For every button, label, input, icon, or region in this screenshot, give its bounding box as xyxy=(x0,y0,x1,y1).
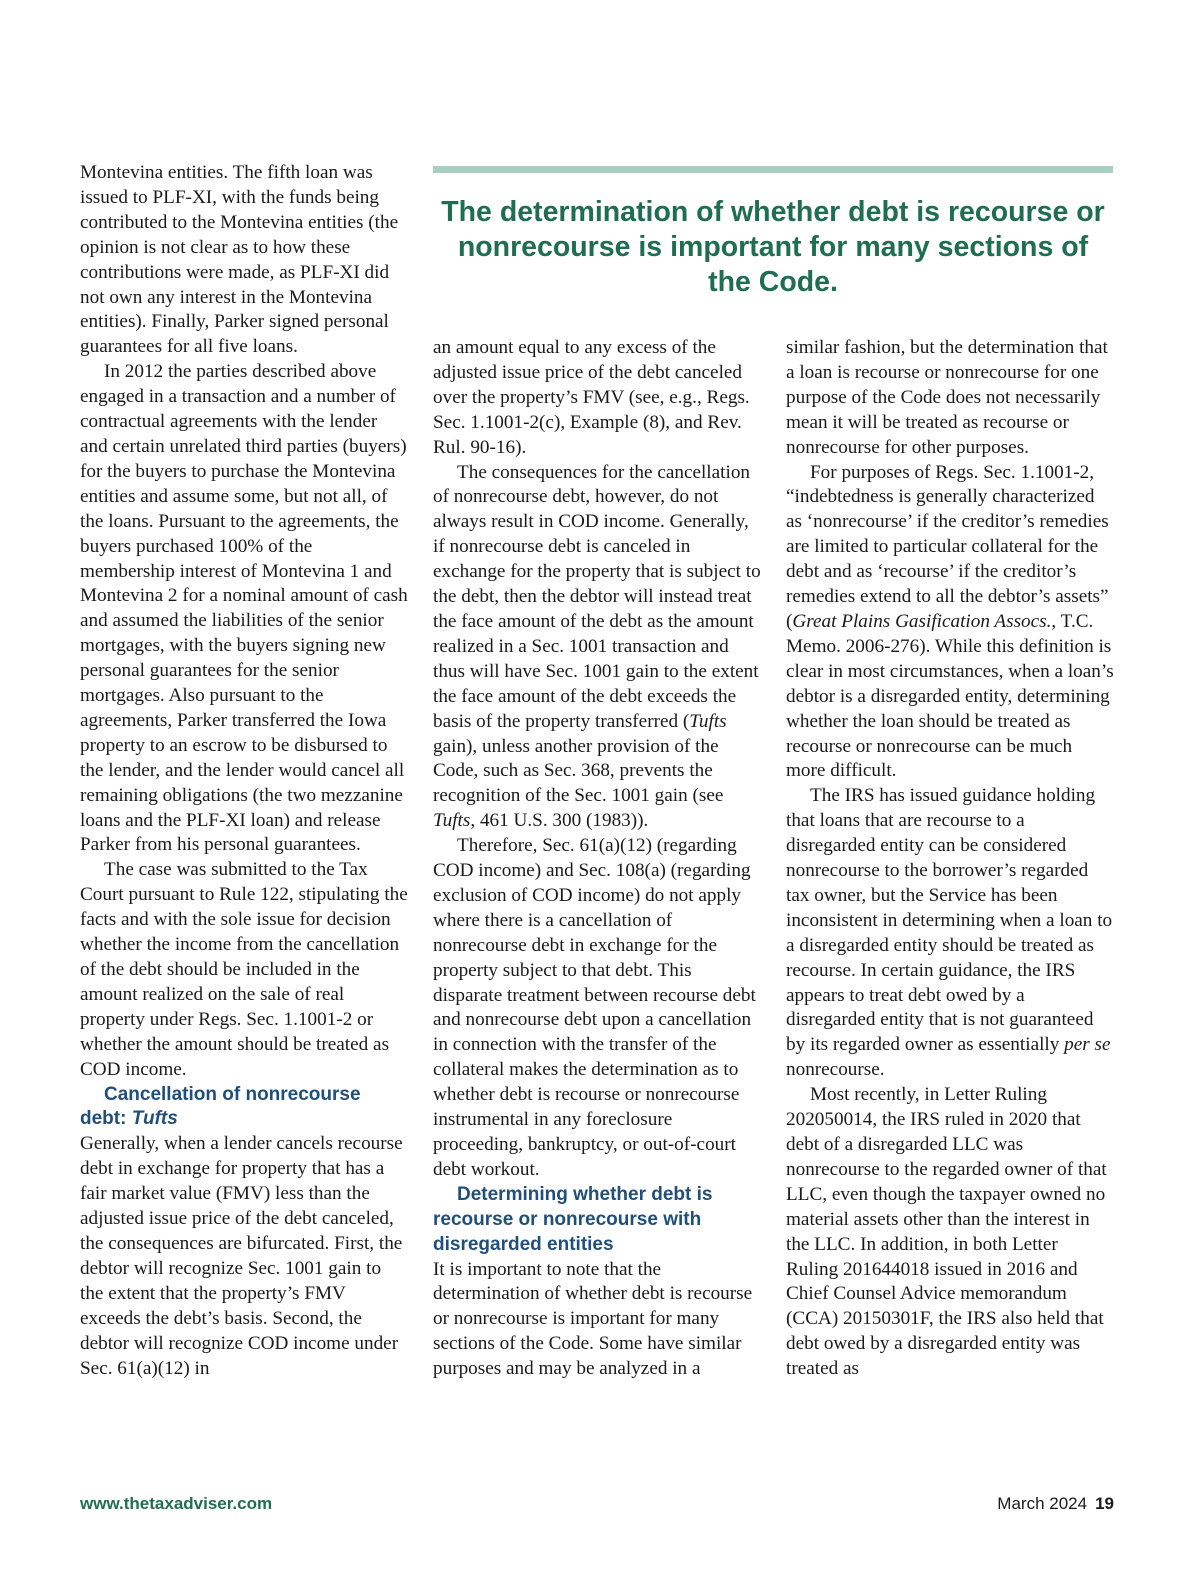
heading-text: Cancellation of nonrecourse debt: xyxy=(80,1083,361,1130)
footer-date-page xyxy=(997,1494,1114,1514)
paragraph: In 2012 the parties described above engaged in a transaction and a number of contractual agreements with the lender and certain unrelated third parties (buyers) for the buyers to purchase the Montevina entities and assume some, but not all, of the loans. Pursuant to the agreements, the buyers purchased 100% of the membership interest of Montevina 1 and Montevina 2 for a nominal amount of cash and assumed the liabilities of the senior mortgages, with the buyers signing new personal guarantees for the senior mortgages. Also pursuant to the agreements, Parker transferred the Iowa property to an escrow to be disbursed to the lender, and the lender would cancel all remaining obligations (the two mezzanine loans and the PLF-XI loan) and release Parker from his personal guarantees. xyxy=(80,361,408,856)
paragraph: Therefore, Sec. 61(a)(12) (regarding COD income) and Sec. 108(a) (regarding exclusion of COD income) do not apply where there is a cancellation of nonrecourse debt in exchange for the property subject to that debt. This disparate treatment between recourse debt and nonrecourse debt upon a cancellation in connection with the transfer of the collateral makes the determination as to whether debt is recourse or nonrecourse instrumental in any foreclosure proceeding, bankruptcy, or out-of-court debt workout. xyxy=(433,835,756,1180)
paragraph xyxy=(433,461,761,835)
paragraph: an amount equal to any excess of the adjusted issue price of the debt canceled over the property’s FMV (see, e.g., Regs. Sec. 1.1001-2(c), Example (8), and Rev. Rul. 90-16). xyxy=(433,337,750,458)
case-name: Great Plains Gasification Assocs. xyxy=(792,610,1052,632)
latin-term: per se xyxy=(1064,1034,1111,1056)
paragraph: The case was submitted to the Tax Court pursuant to Rule 122, stipulating the facts and with the sole issue for decision whether the income from the cancellation of the debt should be included in the amount realized on the sale of real property under Regs. Sec. 1.1001-2 or whether the amount should be treated as COD income. xyxy=(80,859,408,1080)
text-run: The consequences for the cancellation of nonrecourse debt, however, do not always result in COD income. Generally, if nonrecourse debt is canceled in exchange for the property that is subject to the debt, then the debtor will instead treat the face amount of the debt as the amount realized in a Sec. 1001 transaction and thus will have Sec. 1001 gain to the extent the face amount of the debt exceeds the basis of the property transferred ( xyxy=(433,461,761,732)
section-heading-tufts xyxy=(80,1083,408,1133)
text-run: nonrecourse. xyxy=(786,1059,885,1081)
footer-website-url: www.thetaxadviser.com xyxy=(80,1494,273,1513)
section-heading-disregarded-entities: Determining whether debt is recourse or nonrecourse with disregarded entities xyxy=(433,1183,713,1255)
case-name: Tufts xyxy=(433,810,471,832)
text-run: The IRS has issued guidance holding that loans that are recourse to a disregarded entity can be considered nonrecourse to the borrower’s regarded tax owner, but the Service has been inconsistent in determining when a loan to a disregarded entity should be treated as recourse. In certain guidance, the IRS appears to treat debt owed by a disregarded entity that is not guaranteed by its regarded owner as essentially xyxy=(786,785,1113,1056)
text-run: For purposes of Regs. Sec. 1.1001-2, “indebtedness is generally characterized as ‘nonrecourse’ if the creditor’s remedies are limited to particular collateral for the debt and as ‘recourse’ if the creditor’s remedies extend to all the debtor’s assets” ( xyxy=(786,461,1109,632)
paragraph: Generally, when a lender cancels recourse debt in exchange for property that has a fair market value (FMV) less than the adjusted issue price of the debt canceled, the consequences are bifurcated. First, the debtor will recognize Sec. 1001 gain to the extent that the property’s FMV exceeds the debt’s basis. Second, the debtor will recognize COD income under Sec. 61(a)(12) in xyxy=(80,1133,403,1379)
paragraph: similar fashion, but the determination that a loan is recourse or nonrecourse for one purpose of the Code does not necessarily mean it will be treated as recourse or nonrecourse for other purposes. xyxy=(786,337,1108,458)
heading-case-name: Tufts xyxy=(131,1108,178,1130)
paragraph: Montevina entities. The fifth loan was issued to PLF-XI, with the funds being contributed to the Montevina entities (the opinion is not clear as to how these contributions were made, as PLF-XI did not own any interest in the Montevina entities). Finally, Parker signed personal guarantees for all five loans. xyxy=(80,162,399,358)
column-1 xyxy=(80,161,408,1381)
footer-date: March 2024 xyxy=(997,1494,1088,1513)
paragraph xyxy=(786,784,1114,1083)
case-name: Tufts xyxy=(689,710,727,732)
pullquote: The determination of whether debt is recourse or nonrecourse is important for many sections of the Code. xyxy=(441,196,1105,298)
paragraph xyxy=(786,461,1114,785)
text-run: , 461 U.S. 300 (1983)). xyxy=(470,810,649,832)
column-3 xyxy=(786,336,1114,1382)
column-2 xyxy=(433,336,761,1382)
paragraph: Most recently, in Letter Ruling 202050014, the IRS ruled in 2020 that debt of a disregarded LLC was nonrecourse to the regarded owner of that LLC, even though the taxpayer owned no material assets other than the interest in the LLC. In addition, in both Letter Ruling 201644018 issued in 2016 and Chief Counsel Advice memorandum (CCA) 20150301F, the IRS also held that debt owed by a disregarded entity was treated as xyxy=(786,1084,1107,1380)
text-run: gain), unless another provision of the Code, such as Sec. 368, prevents the recognition of the Sec. 1001 gain (see xyxy=(433,735,724,807)
pullquote-rule xyxy=(433,166,1113,173)
paragraph: It is important to note that the determination of whether debt is recourse or nonrecourse is important for many sections of the Code. Some have similar purposes and may be analyzed in a xyxy=(433,1258,753,1380)
page-number: 19 xyxy=(1095,1494,1114,1513)
text-run: , T.C. Memo. 2006-276). While this definition is clear in most circumstances, when a loan’s debtor is a disregarded entity, determining whether the loan should be treated as recourse or nonrecourse can be much more difficult. xyxy=(786,610,1114,782)
